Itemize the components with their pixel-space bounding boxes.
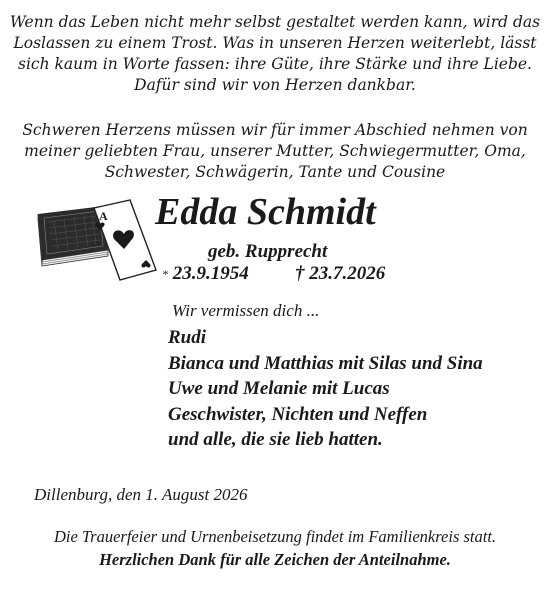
thanks-line: Herzlichen Dank für alle Zeichen der Anteilnahme. (99, 550, 451, 569)
mourners-intro: Wir vermissen dich ... (172, 301, 320, 320)
mourner-line: und alle, die sie lieb hatten. (168, 429, 383, 450)
birth-date (162, 262, 249, 286)
birth-date-value: 23.9.1954 (172, 263, 249, 284)
place-and-date: Dillenburg, den 1. August 2026 (34, 485, 248, 504)
maiden-name: geb. Rupprecht (208, 241, 328, 262)
intro-line: Loslassen zu einem Trost. Was in unseren Herzen weiterlebt, lässt (13, 34, 537, 52)
intro-line: Wenn das Leben nicht mehr selbst gestaltet werden kann, wird das (9, 13, 541, 31)
deceased-name: Edda Schmidt (155, 191, 376, 233)
death-date (295, 262, 385, 286)
farewell-text (0, 120, 550, 183)
card-rank: A (99, 209, 108, 223)
birth-symbol: * (162, 267, 168, 281)
farewell-line: meiner geliebten Frau, unserer Mutter, Schwiegermutter, Oma, (24, 142, 526, 160)
farewell-line: Schwester, Schwägerin, Tante und Cousine (104, 163, 446, 181)
death-symbol: † (295, 263, 305, 284)
mourners-list (168, 325, 483, 453)
intro-text (0, 12, 550, 96)
mourner-line: Bianca und Matthias mit Silas und Sina (168, 352, 483, 374)
death-date-value: 23.7.2026 (309, 263, 386, 284)
farewell-line: Schweren Herzens müssen wir für immer Abschied nehmen von (22, 121, 528, 139)
mourner-line: Rudi (168, 327, 207, 348)
intro-line: Dafür sind wir von Herzen dankbar. (134, 76, 416, 94)
playing-cards-ace-of-hearts-icon (30, 192, 170, 284)
mourner-line: Geschwister, Nichten und Neffen (168, 403, 428, 425)
mourner-line: Uwe und Melanie mit Lucas (168, 378, 390, 399)
funeral-note: Die Trauerfeier und Urnenbeisetzung findet im Familienkreis statt. (53, 527, 497, 546)
intro-line: sich kaum in Worte fassen: ihre Güte, ihre Stärke und ihre Liebe. (18, 55, 532, 73)
